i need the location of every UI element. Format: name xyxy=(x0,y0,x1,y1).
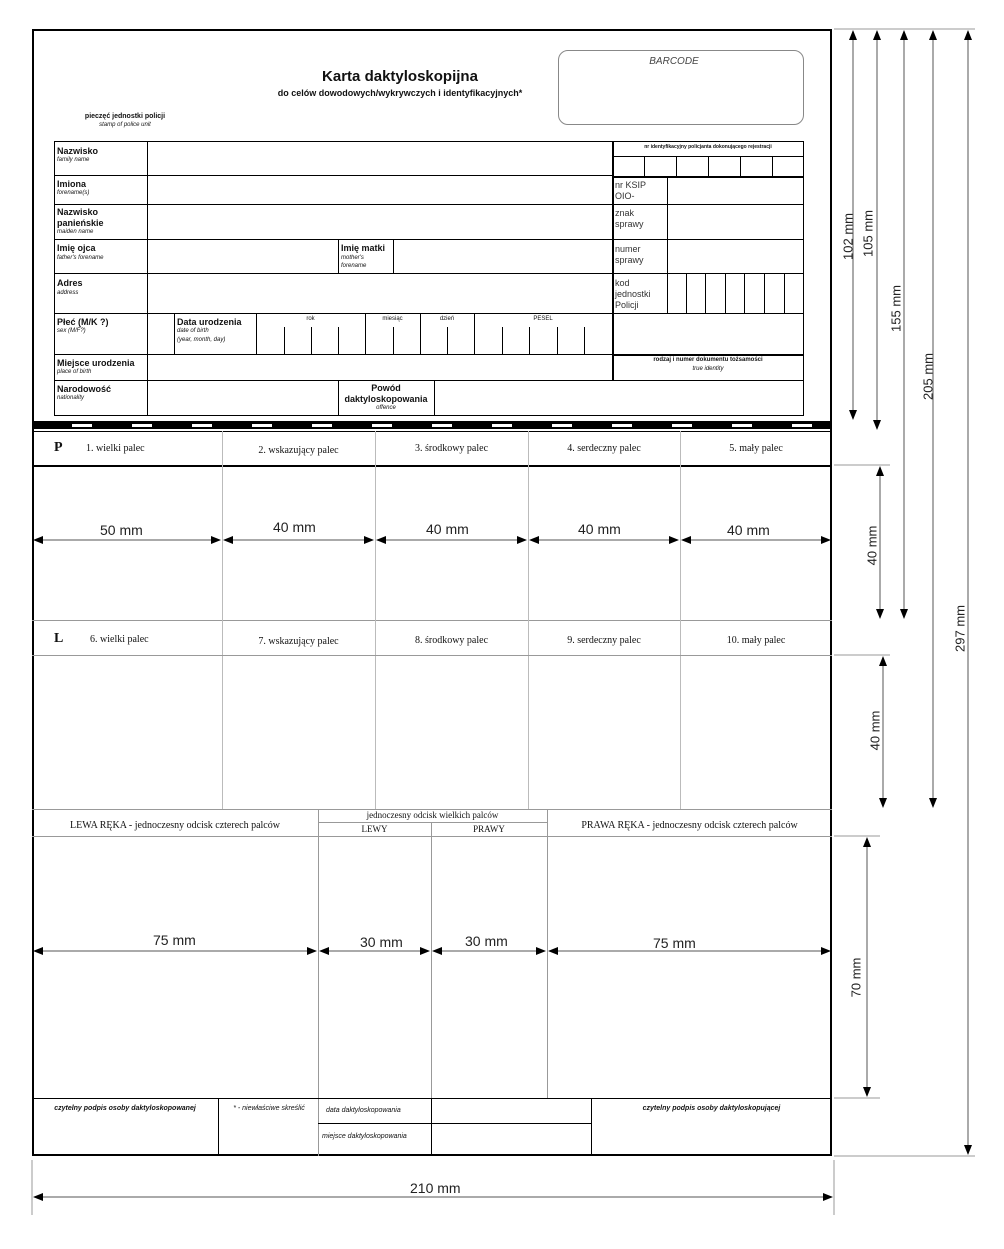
podpis-daktyloskopujacej-label: czytelny podpis osoby daktyloskopującej xyxy=(642,1105,781,1112)
label-imiona-sub: forename(s) xyxy=(57,190,90,196)
label-panienskie-sub: maiden name xyxy=(57,229,94,235)
dim-205mm: 205 mm xyxy=(920,353,936,400)
dim-40mm-3: 40 mm xyxy=(426,521,469,537)
kciuki-label: jednoczesny odcisk wielkich palców xyxy=(366,810,499,820)
label-ksip-1: nr KSIP xyxy=(615,180,647,190)
label-imie-matki: Imię matki xyxy=(341,243,386,253)
label-miejsce-urodzenia: Miejsce urodzenia xyxy=(57,358,135,368)
label-nr-identyfikacyjny: nr identyfikacyjny policjanta dokonującego rejestracji xyxy=(644,144,772,150)
label-numer-1: numer xyxy=(615,244,641,254)
dim-30mm-left: 30 mm xyxy=(360,934,403,950)
dim-210mm: 210 mm xyxy=(410,1180,461,1196)
finger-8-label: 8. środkowy palec xyxy=(414,635,489,646)
label-powod-sub: offence xyxy=(376,405,396,411)
label-nazwisko-sub: family name xyxy=(57,157,90,163)
label-adres: Adres xyxy=(57,278,83,288)
dim-50mm: 50 mm xyxy=(100,522,143,538)
label-data-ur-sub-2: (year, month, day) xyxy=(177,337,226,343)
label-ksip-2: OIO- xyxy=(615,191,635,201)
niewlasciwe-note: * - niewłaściwe skreślić xyxy=(233,1105,305,1112)
data-daktyloskopowania-label: data daktyloskopowania xyxy=(326,1107,401,1114)
label-panienskie-1: Nazwisko xyxy=(57,207,99,217)
finger-4-label: 4. serdeczny palec xyxy=(567,443,641,454)
label-narodowosc-sub: nationality xyxy=(57,395,85,401)
label-imie-ojca: Imię ojca xyxy=(57,243,96,253)
label-panienskie-2: panieńskie xyxy=(57,218,104,228)
prawa-reka-label: PRAWA RĘKA - jednoczesny odcisk czterech palców xyxy=(581,820,798,831)
finger-9-label: 9. serdeczny palec xyxy=(567,635,641,646)
label-rok: rok xyxy=(306,316,315,322)
label-adres-sub: address xyxy=(57,290,79,296)
label-nazwisko: Nazwisko xyxy=(57,146,99,156)
dim-102mm: 102 mm xyxy=(840,213,856,260)
barcode-label: BARCODE xyxy=(649,56,699,67)
dim-40mm-4: 40 mm xyxy=(578,521,621,537)
lewa-reka-label: LEWA RĘKA - jednoczesny odcisk czterech palców xyxy=(70,820,280,831)
finger-10-label: 10. mały palec xyxy=(726,635,786,646)
prawy-label: PRAWY xyxy=(473,824,505,834)
dim-297mm: 297 mm xyxy=(952,605,968,652)
label-miejsce-sub: place of birth xyxy=(57,369,92,375)
label-znak-1: znak xyxy=(615,208,635,218)
podpis-osoby-label: czytelny podpis osoby daktyloskopowanej xyxy=(54,1105,196,1112)
label-imie-matki-sub-2: forename xyxy=(341,263,367,269)
dim-30mm-right: 30 mm xyxy=(465,933,508,949)
label-kod-3: Policji xyxy=(615,300,639,310)
label-imie-ojca-sub: father's forename xyxy=(57,255,104,261)
label-kod-2: jednostki xyxy=(615,289,651,299)
label-imiona: Imiona xyxy=(57,179,87,189)
finger-3-label: 3. środkowy palec xyxy=(414,443,489,454)
dim-40mm-5: 40 mm xyxy=(727,522,770,538)
label-rodzaj-dokumentu: rodzaj i numer dokumentu tożsamości xyxy=(653,357,763,363)
label-data-ur-sub-1: date of birth xyxy=(177,328,209,334)
label-dzien: dzień xyxy=(439,316,455,322)
label-kod-1: kod xyxy=(615,278,630,288)
dim-75mm-right: 75 mm xyxy=(653,935,696,951)
label-rodzaj-sub: true identity xyxy=(692,366,724,372)
miejsce-daktyloskopowania-label: miejsce daktyloskopowania xyxy=(322,1133,407,1140)
stamp-sub: stamp of police unit xyxy=(99,122,151,128)
dim-40mm-right-hand: 40 mm xyxy=(864,525,880,566)
finger-5-label: 5. mały palec xyxy=(729,443,783,454)
finger-1-label: 1. wielki palec xyxy=(86,443,145,454)
label-plec-sub: sex (M/F?) xyxy=(57,328,86,334)
card-subtitle: do celów dowodowych/wykrywczych i identyfikacyjnych* xyxy=(277,88,523,98)
label-powod-2: daktyloskopowania xyxy=(344,394,428,404)
finger-6-label: 6. wielki palec xyxy=(90,634,149,645)
dim-105mm: 105 mm xyxy=(860,210,876,257)
finger-2-label: 2. wskazujący palec xyxy=(258,445,339,456)
label-znak-2: sprawy xyxy=(615,219,644,229)
label-miesiac: miesiąc xyxy=(382,316,403,322)
label-imie-matki-sub-1: mother's xyxy=(341,255,364,261)
card-title: Karta daktyloskopijna xyxy=(322,68,478,85)
label-pesel: PESEL xyxy=(533,316,553,322)
dim-40mm-left-hand: 40 mm xyxy=(867,710,883,751)
dim-75mm-left: 75 mm xyxy=(153,932,196,948)
lewy-label: LEWY xyxy=(361,824,388,834)
right-hand-letter: P xyxy=(54,440,63,455)
dim-155mm: 155 mm xyxy=(888,285,904,332)
stamp-label: pieczęć jednostki policji xyxy=(84,113,166,120)
label-plec: Płeć (M/K ?) xyxy=(57,317,109,327)
left-hand-letter: L xyxy=(54,631,64,646)
label-data-urodzenia: Data urodzenia xyxy=(177,317,242,327)
label-numer-2: sprawy xyxy=(615,255,644,265)
label-powod-1: Powód xyxy=(371,383,401,393)
finger-7-label: 7. wskazujący palec xyxy=(258,636,339,647)
label-narodowosc: Narodowość xyxy=(57,384,112,394)
dim-70mm: 70 mm xyxy=(848,957,864,998)
dim-40mm-2: 40 mm xyxy=(273,519,316,535)
